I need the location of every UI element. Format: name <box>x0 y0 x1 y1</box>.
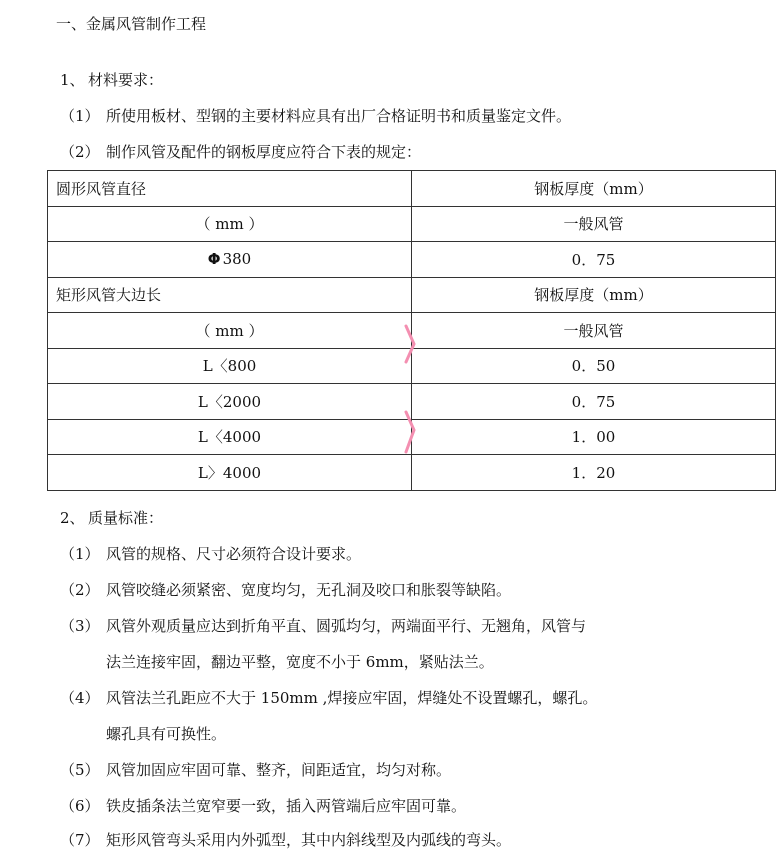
table-cell: 矩形风管大边长 <box>48 277 412 313</box>
table-cell: 1．00 <box>412 419 776 455</box>
table-cell: 一般风管 <box>412 313 776 349</box>
item-continuation: 螺孔具有可换性。 <box>106 725 227 743</box>
quality-item <box>60 830 511 850</box>
item-text: 风管的规格、尺寸必须符合设计要求。 <box>106 545 362 563</box>
quality-heading-text: 质量标准： <box>88 509 164 527</box>
item-number: （5） <box>60 761 100 779</box>
item-text: 所使用板材、型钢的主要材料应具有出厂合格证明书和质量鉴定文件。 <box>106 107 572 125</box>
diameter-symbol: Φ <box>207 250 221 269</box>
table-row <box>48 419 776 455</box>
table-cell: L〈2000 <box>48 384 412 420</box>
materials-heading-text: 材料要求： <box>88 71 164 89</box>
table-cell: 0．75 <box>412 242 776 278</box>
table-cell: 0．75 <box>412 384 776 420</box>
materials-heading <box>60 70 163 90</box>
table-row <box>48 348 776 384</box>
item-text: 风管加固应牢固可靠、整齐，间距适宜，均匀对称。 <box>106 761 452 779</box>
table-row <box>48 171 776 207</box>
item-number: （2） <box>60 581 100 599</box>
materials-item <box>60 106 571 126</box>
quality-heading <box>60 508 163 528</box>
item-continuation: 法兰连接牢固，翻边平整，宽度不小于 6mm，紧贴法兰。 <box>106 653 494 671</box>
table-cell: 钢板厚度（mm） <box>412 171 776 207</box>
table-cell: （ mm ） <box>48 206 412 242</box>
table-row <box>48 455 776 491</box>
table-row <box>48 242 776 278</box>
table-cell: 圆形风管直径 <box>48 171 412 207</box>
table-cell: （ mm ） <box>48 313 412 349</box>
quality-item <box>60 760 451 780</box>
item-number: （3） <box>60 617 100 635</box>
item-text: 风管外观质量应达到折角平直、圆弧均匀，两端面平行、无翘角，风管与 <box>106 617 587 635</box>
quality-heading-number: 2、 <box>60 509 85 527</box>
quality-item <box>60 580 511 600</box>
item-number: （2） <box>60 143 100 161</box>
section-title: 一、金属风管制作工程 <box>56 15 207 33</box>
item-number: （7） <box>60 831 100 849</box>
item-text: 风管咬缝必须紧密、宽度均匀，无孔洞及咬口和胀裂等缺陷。 <box>106 581 512 599</box>
table-cell: L〈4000 <box>48 419 412 455</box>
table-cell: L〈800 <box>48 348 412 384</box>
item-number: （1） <box>60 107 100 125</box>
diameter-value: 380 <box>222 250 252 269</box>
table-row <box>48 277 776 313</box>
table-cell: 一般风管 <box>412 206 776 242</box>
materials-item <box>60 142 421 162</box>
table-cell: 钢板厚度（mm） <box>412 277 776 313</box>
table-cell: 1．20 <box>412 455 776 491</box>
quality-item <box>60 688 597 708</box>
table-cell <box>48 242 412 278</box>
item-number: （6） <box>60 797 100 815</box>
table-row <box>48 313 776 349</box>
quality-item <box>60 544 361 564</box>
item-text: 矩形风管弯头采用内外弧型，其中内斜线型及内弧线的弯头。 <box>106 831 512 849</box>
steel-thickness-table <box>47 170 776 491</box>
quality-item <box>60 616 586 636</box>
item-text: 制作风管及配件的钢板厚度应符合下表的规定： <box>106 143 422 161</box>
materials-heading-number: 1、 <box>60 71 85 89</box>
quality-item <box>60 796 466 816</box>
item-number: （4） <box>60 689 100 707</box>
table-cell: L〉4000 <box>48 455 412 491</box>
item-text: 风管法兰孔距应不大于 150mm ,焊接应牢固，焊缝处不设置螺孔，螺孔。 <box>106 689 598 707</box>
table-cell: 0．50 <box>412 348 776 384</box>
item-number: （1） <box>60 545 100 563</box>
table-row <box>48 384 776 420</box>
item-text: 铁皮插条法兰宽窄要一致，插入两管端后应牢固可靠。 <box>106 797 467 815</box>
table-row <box>48 206 776 242</box>
